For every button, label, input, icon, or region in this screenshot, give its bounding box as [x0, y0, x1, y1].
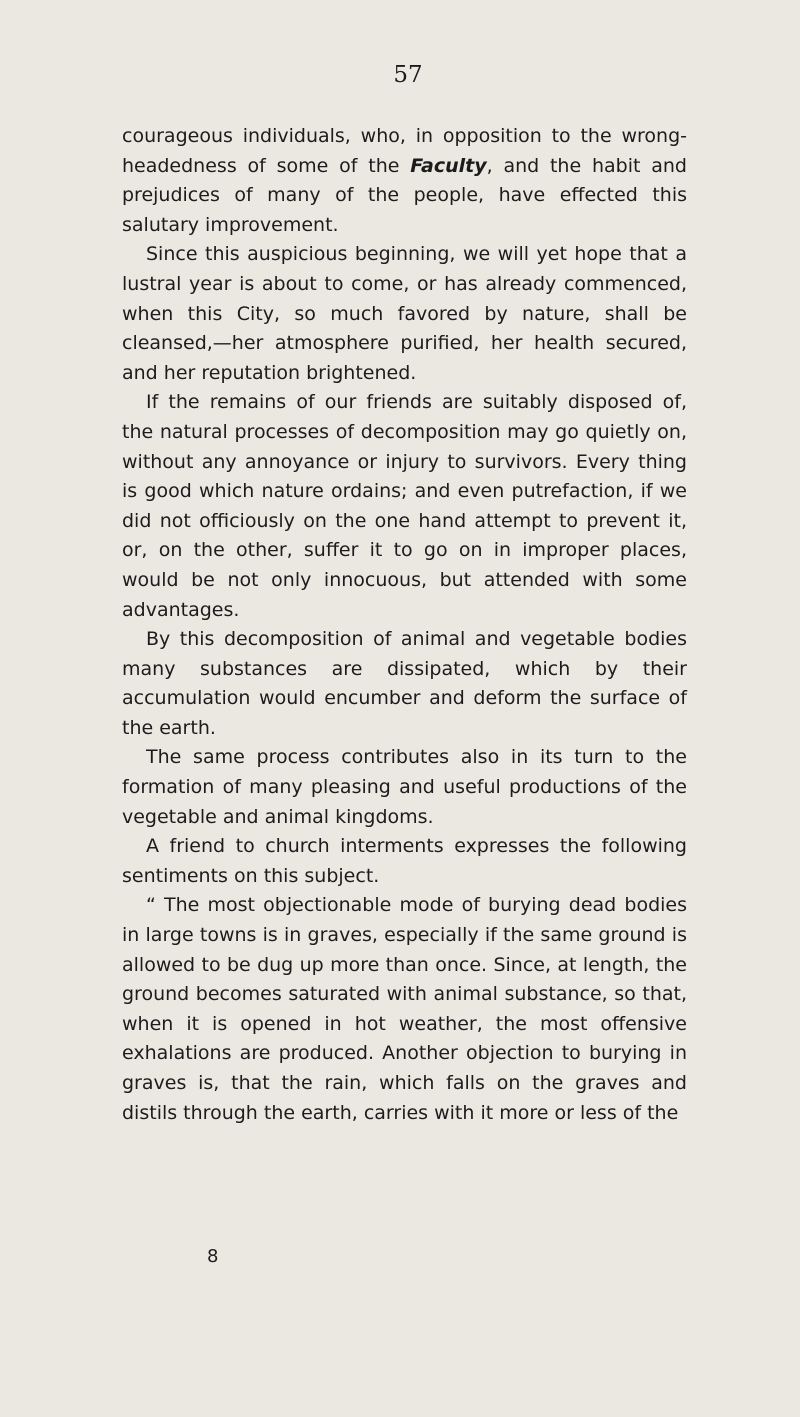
signature-mark: 8: [207, 1246, 219, 1267]
page-number: 57: [393, 62, 423, 88]
paragraph-1-start: courageous individuals, who, in opposition to the wrong-headedness of some of the: [122, 125, 687, 177]
paragraph-6: A friend to church interments expresses the following sentiments on this subject.: [122, 835, 687, 887]
faculty-emphasis: Faculty: [410, 154, 487, 177]
paragraph-3: If the remains of our friends are suitably disposed of, the natural processes of decomposition may go quietly on, without any annoyance or injury to survivors. Every thing is good which nature ordains; and even putrefaction, if we did not officiously on the one hand attempt to prevent it, or, on the other, suffer it to go on in improper places, would be not only innocuous, but attended with some advantages.: [122, 391, 687, 621]
paragraph-2: Since this auspicious beginning, we will yet hope that a lustral year is about to come, or has already commenced, when this City, so much favored by nature, shall be cleansed,—her atmosphere purified, her health secured, and her reputation brightened.: [122, 243, 687, 384]
paragraph-4: By this decomposition of animal and vegetable bodies many substances are dissipated, which by their accumulation would encumber and deform the surface of the earth.: [122, 628, 687, 739]
paragraph-1: [122, 122, 687, 240]
paragraph-5: The same process contributes also in its turn to the formation of many pleasing and useful productions of the vegetable and animal kingdoms.: [122, 746, 687, 828]
body-text: [122, 122, 687, 1128]
paragraph-7: “ The most objectionable mode of burying dead bodies in large towns is in graves, especially if the same ground is allowed to be dug up more than once. Since, at length, the ground becomes saturated with animal substance, so that, when it is opened in hot weather, the most offensive exhalations are produced. Another objection to burying in graves is, that the rain, which falls on the graves and distils through the earth, carries with it more or less of the: [122, 894, 687, 1124]
paragraph-1-end: , and the habit and prejudices of many of the people, have effected this salutary improvement.: [122, 154, 687, 236]
